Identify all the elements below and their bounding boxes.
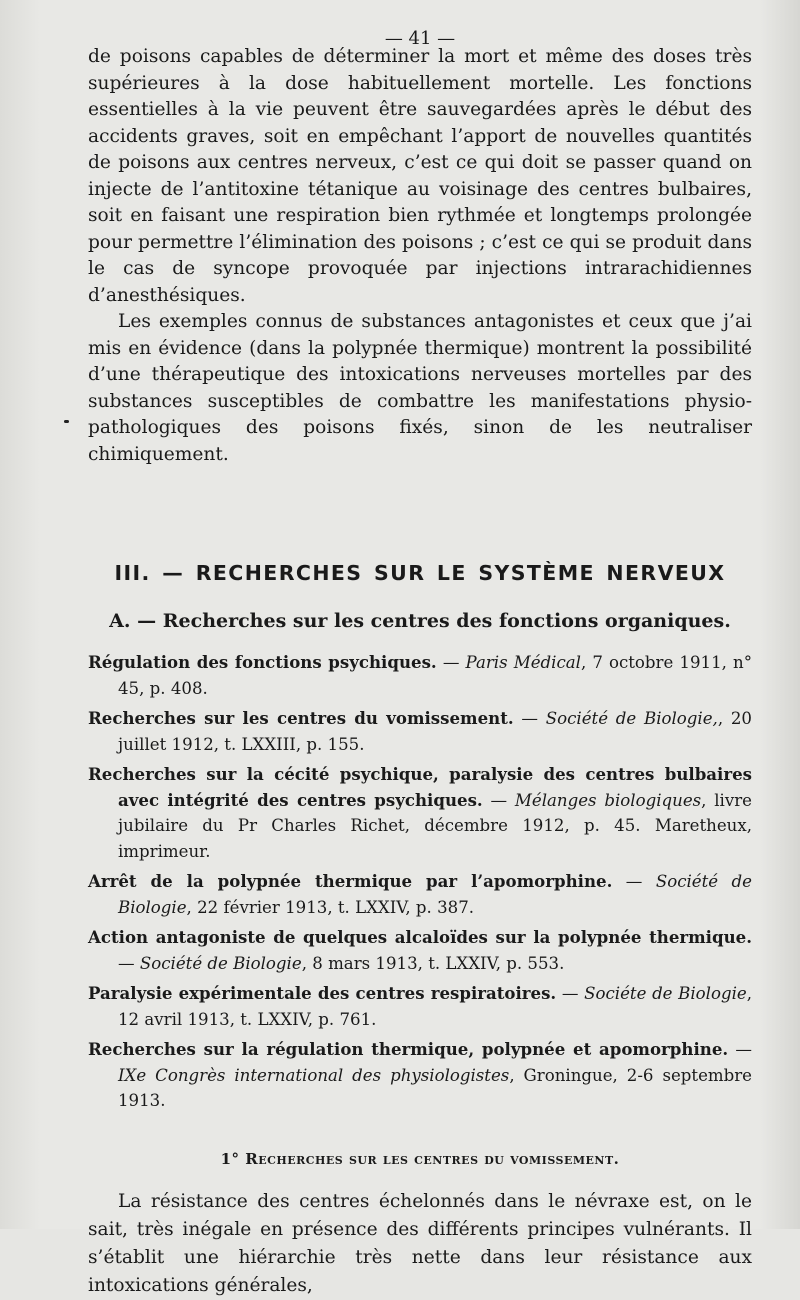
- reference-item: Paralysie expérimentale des centres respiratoires. — Sociéte de Biologie, 12 avril 1913, t. LXXIV, p. 761.: [88, 983, 752, 1029]
- subheading: 1° Recherches sur les centres du vomissement.: [220, 1149, 620, 1168]
- reference-item: Recherches sur la cécité psychique, paralysie des centres bulbaires avec intégrité des centres psychiques. — Mélanges biologiques, livre jubilaire du Pr Charles Richet, décembre 1912, p. 45. Maretheux, imprimeur.: [88, 764, 752, 861]
- reference-item: Régulation des fonctions psychiques. — Paris Médical, 7 octobre 1911, n° 45, p. 408.: [88, 652, 752, 698]
- intro-text: [88, 44, 752, 468]
- paragraph-1: de poisons capables de déterminer la mort et même des doses très supérieures à la dose habituellement mortelle. Les fonctions essentielles à la vie peuvent être sauvegardées après le début des accidents graves, soit en empêchant l’apport de nouvelles quantités de poisons aux centres nerveux, c’est ce qui doit se passer quand on injecte de l’antitoxine tétanique au voisinage des centres bulbaires, soit en faisant une respiration bien rythmée et longtemps prolongée pour permettre l’élimination des poisons ; c’est ce qui se produit dans le cas de syncope provoquée par injections intrarachidiennes d’anesthésiques.: [88, 46, 752, 306]
- paragraph-2: Les exemples connus de substances antagonistes et ceux que j’ai mis en évidence (dans la polypnée thermique) montrent la possibilité d’une thérapeutique des intoxications nerveuses mortelles par des substances susceptibles de combattre les manifestations physio-pathologiques des poisons fixés, sinon de les neutraliser chimiquement.: [88, 311, 752, 465]
- reference-item: Recherches sur la régulation thermique, polypnée et apomorphine. — IXe Congrès international des physiologistes, Groningue, 2-6 septembre 1913.: [88, 1039, 753, 1110]
- reference-item: Arrêt de la polypnée thermique par l’apomorphine. — Société de Biologie, 22 février 1913, t. LXXIV, p. 387.: [88, 871, 752, 917]
- ink-speck: [64, 420, 69, 423]
- page-number: — 41 —: [384, 28, 456, 49]
- closing-paragraph: La résistance des centres échelonnés dans le névraxe est, on le sait, très inégale en présence des différents principes vulnérants. Il s’établit une hiérarchie très nette dans leur résistance aux intoxications générales,: [88, 1190, 752, 1296]
- reference-item: Action antagoniste de quelques alcaloïdes sur la polypnée thermique. — Société de Biologie, 8 mars 1913, t. LXXIV, p. 553.: [88, 927, 752, 973]
- reference-list: [88, 650, 752, 1114]
- reference-item: Recherches sur les centres du vomissement. — Société de Biologie,, 20 juillet 1912, t. LXXIII, p. 155.: [88, 708, 752, 754]
- section-title: III. — RECHERCHES SUR LE SYSTÈME NERVEUX: [114, 561, 726, 585]
- subsection-title: A. — Recherches sur les centres des fonctions organiques.: [109, 610, 731, 632]
